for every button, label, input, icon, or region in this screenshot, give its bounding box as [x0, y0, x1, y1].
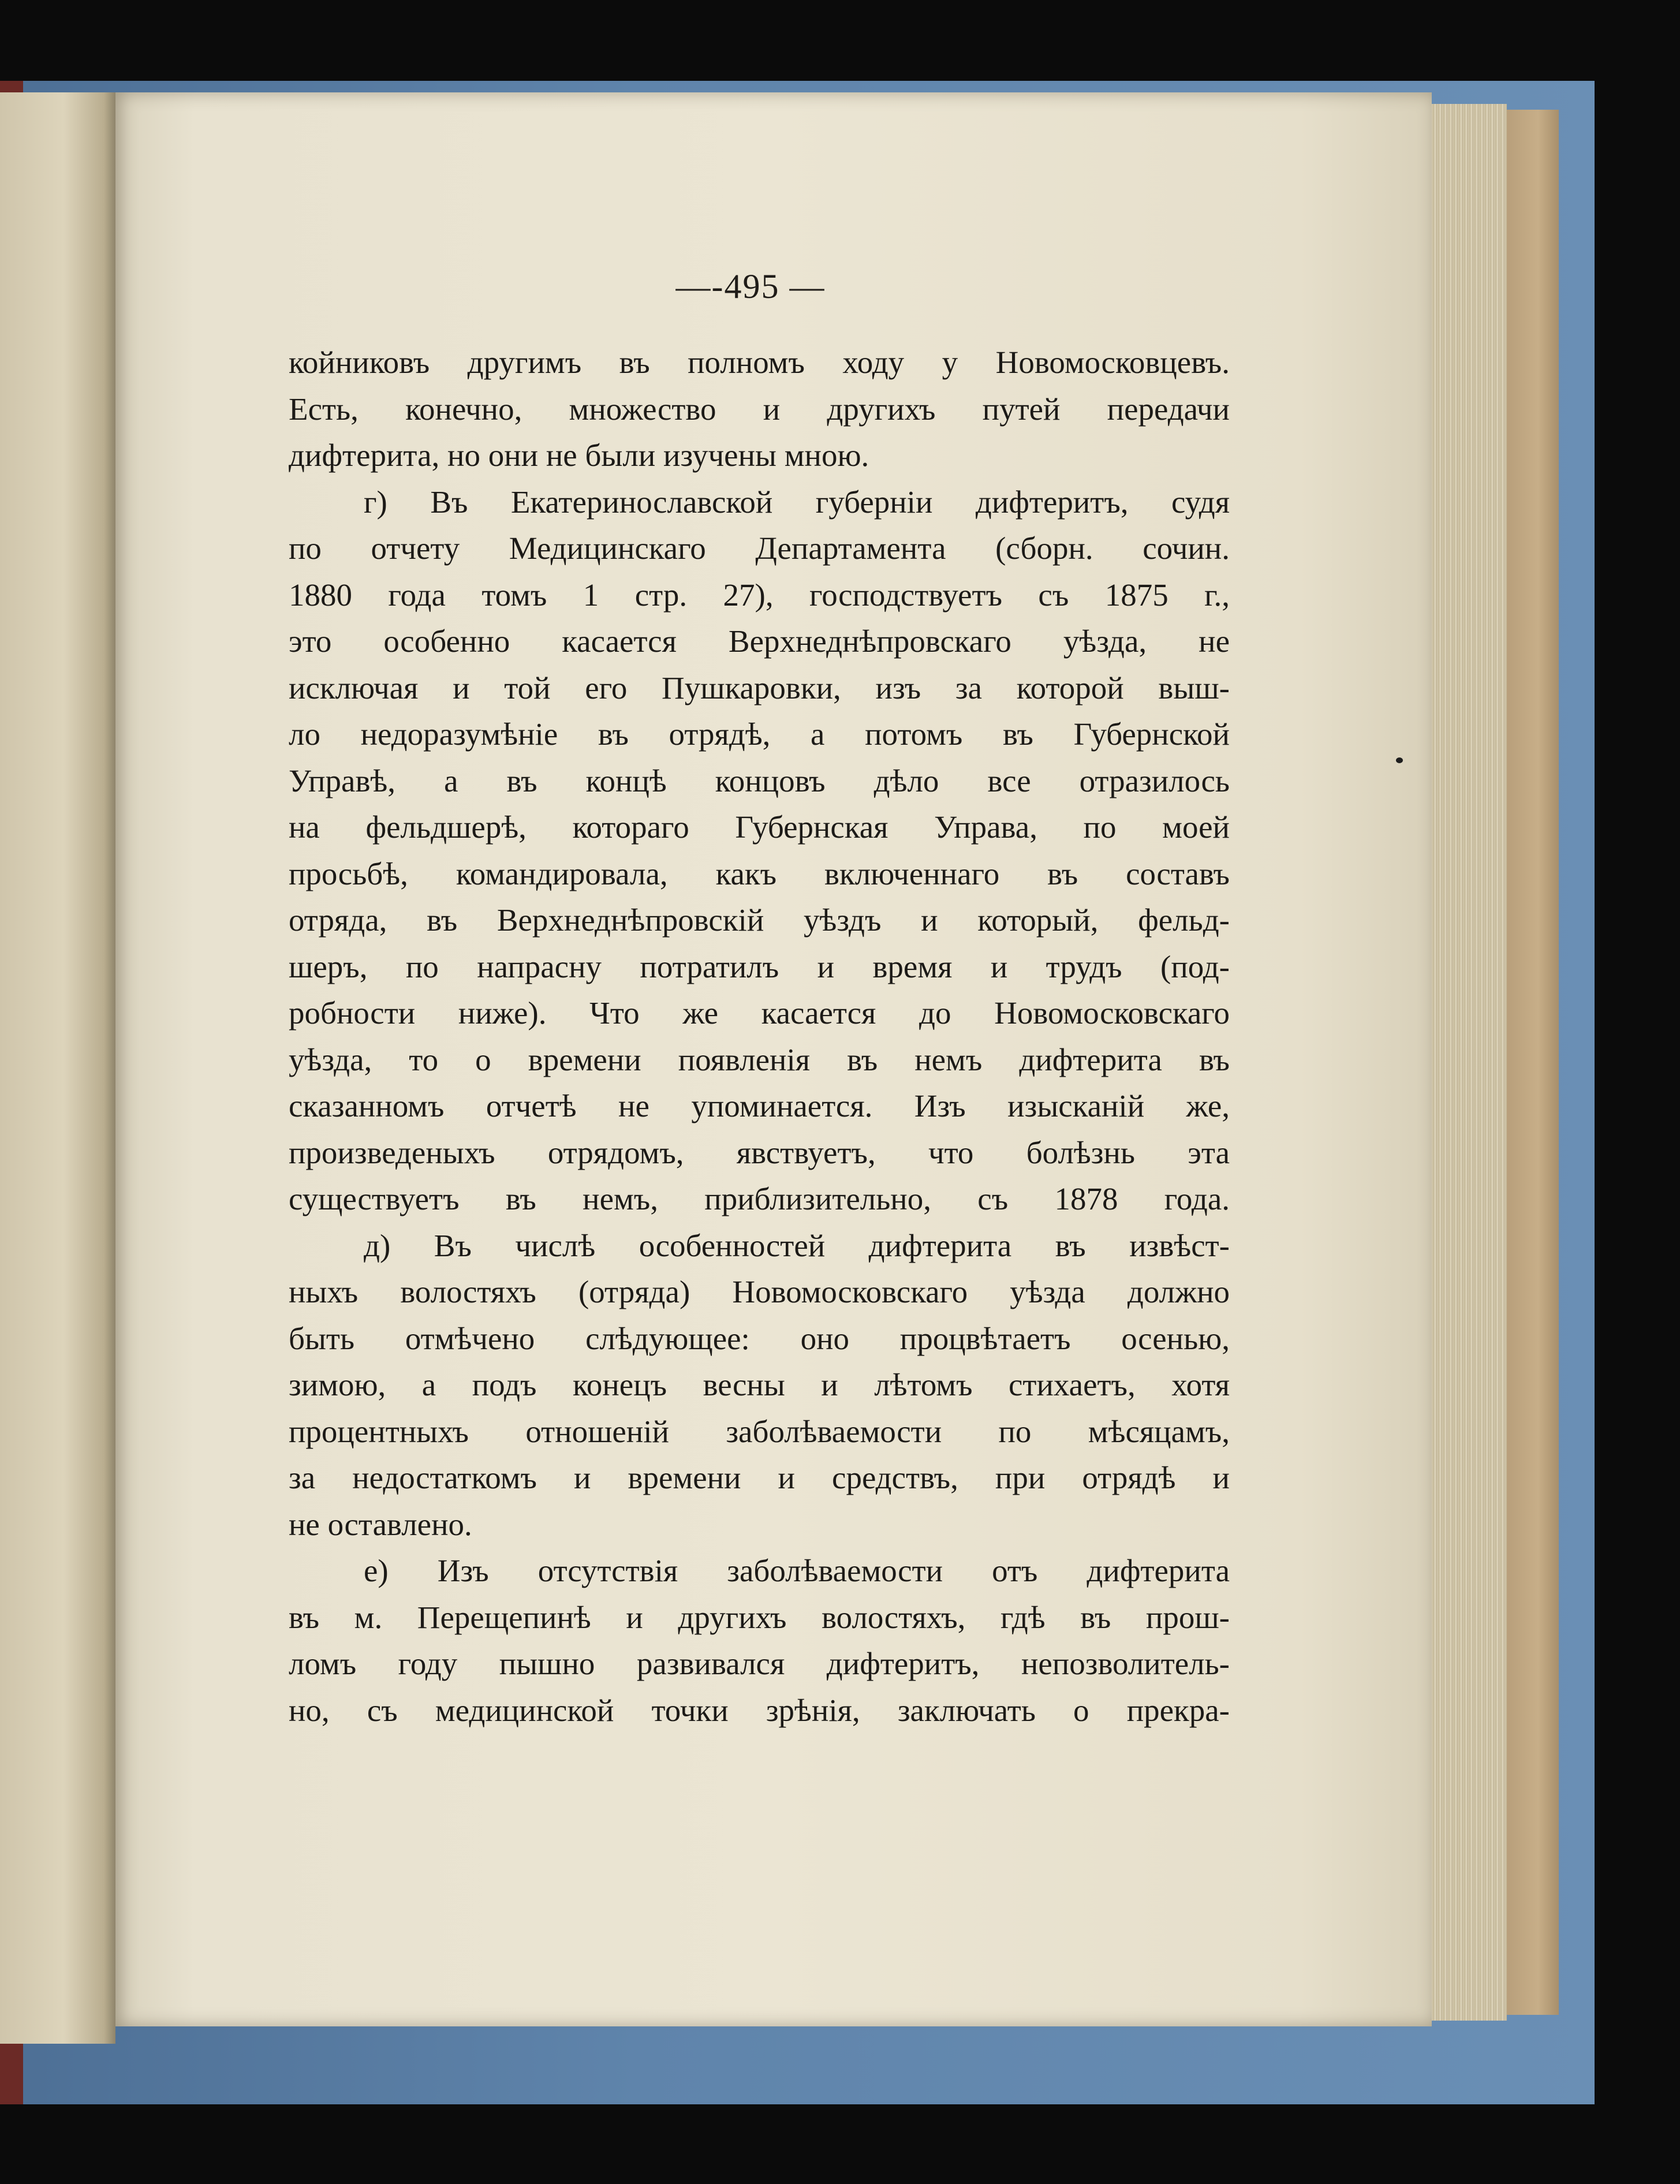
- text-line: существуетъ въ немъ, приблизительно, съ 1878 года.: [289, 1181, 1230, 1216]
- text-line: г) Въ Екатеринославской губерніи дифтеритъ, судя: [364, 484, 1230, 520]
- text-line: просьбѣ, командировала, какъ включеннаго въ составъ: [289, 856, 1230, 891]
- text-line: сказанномъ отчетѣ не упоминается. Изъ изысканій же,: [289, 1088, 1230, 1123]
- text-line: это особенно касается Верхнеднѣпровскаго уѣзда, не: [289, 624, 1230, 659]
- text-line: не оставлено.: [289, 1506, 472, 1542]
- text-line: ныхъ волостяхъ (отряда) Новомосковскаго уѣзда должно: [289, 1274, 1230, 1309]
- text-line: исключая и той его Пушкаровки, изъ за которой выш-: [289, 670, 1230, 705]
- text-line: отряда, въ Верхнеднѣпровскій уѣздъ и который, фельд-: [289, 902, 1230, 938]
- text-line: быть отмѣчено слѣдующее: оно процвѣтаетъ осенью,: [289, 1320, 1230, 1356]
- back-board: [1507, 110, 1559, 2015]
- text-line: Управѣ, а въ концѣ концовъ дѣло все отразилось: [289, 763, 1230, 798]
- text-line: ломъ году пышно развивался дифтеритъ, непозволитель-: [289, 1646, 1230, 1681]
- text-line: за недостаткомъ и времени и средствъ, при отрядѣ и: [289, 1460, 1230, 1495]
- body-text: [289, 339, 1230, 1734]
- page-number: —-495 —: [675, 267, 826, 305]
- text-line: робности ниже). Что же касается до Новомосковскаго: [289, 995, 1230, 1031]
- text-line: шеръ, по напрасну потратилъ и время и трудъ (под-: [289, 949, 1230, 984]
- text-line: но, съ медицинской точки зрѣнія, заключать о прекра-: [289, 1692, 1230, 1728]
- text-line: по отчету Медицинскаго Департамента (сборн. сочин.: [289, 531, 1230, 566]
- text-line: е) Изъ отсутствія заболѣваемости отъ дифтерита: [364, 1553, 1230, 1588]
- text-line: Есть, конечно, множество и другихъ путей передачи: [289, 391, 1230, 427]
- text-line: произведеныхъ отрядомъ, явствуетъ, что болѣзнь эта: [289, 1134, 1230, 1170]
- text-line: зимою, а подъ конецъ весны и лѣтомъ стихаетъ, хотя: [289, 1367, 1230, 1402]
- text-line: процентныхъ отношеній заболѣваемости по мѣсяцамъ,: [289, 1413, 1230, 1449]
- facing-page: [0, 92, 115, 2044]
- ink-speck: [1396, 757, 1403, 763]
- page-edges: [1432, 104, 1507, 2021]
- text-line: уѣзда, то о времени появленія въ немъ дифтерита въ: [289, 1041, 1230, 1077]
- text-line: д) Въ числѣ особенностей дифтерита въ извѣст-: [364, 1227, 1230, 1263]
- text-line: дифтерита, но они не были изучены мною.: [289, 438, 869, 473]
- text-line: на фельдшерѣ, котораго Губернская Управа, по моей: [289, 809, 1230, 845]
- text-line: 1880 года томъ 1 стр. 27), господствуетъ съ 1875 г.,: [289, 577, 1230, 613]
- text-line: въ м. Перещепинѣ и другихъ волостяхъ, гдѣ въ прош-: [289, 1599, 1230, 1635]
- text-line: койниковъ другимъ въ полномъ ходу у Новомосковцевъ.: [289, 345, 1230, 380]
- text-line: ло недоразумѣніе въ отрядѣ, а потомъ въ Губернской: [289, 716, 1230, 752]
